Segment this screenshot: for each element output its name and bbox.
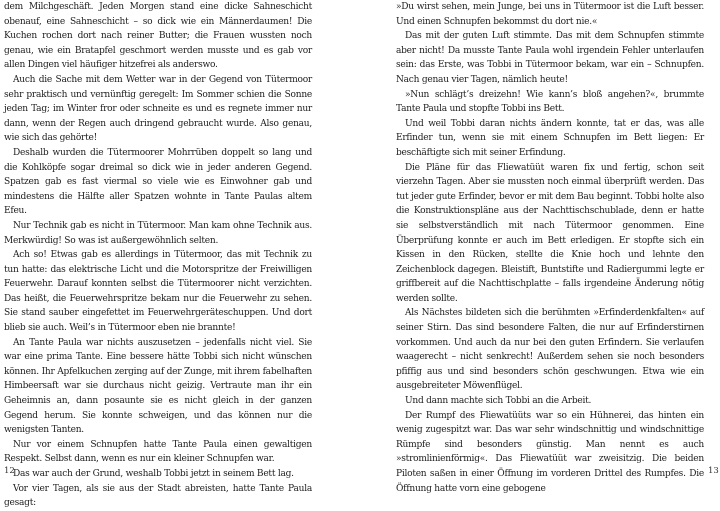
paragraph: Als Nächstes bildeten sich die berühmten »Erfinderdenkfalten« auf seiner Stirn. Das sind besondere Falten, die nur auf Erfinderstirnen vorkommen. Und auch da nur bei den guten Erfindern. Sie verlaufen waagerecht – nicht senkrecht! Außerdem sehen sie noch besonders pfiffig aus und sind besonders schön geschwungen. Etwa wie ein ausgebreiteter Möwenflügel.	[396, 308, 704, 392]
paragraph: Und dann machte sich Tobbi an die Arbeit.	[405, 396, 592, 407]
paragraph: An Tante Paula war nichts auszusetzen – jedenfalls nicht viel. Sie war eine prima Tante. Eine bessere hätte Tobbi sich nicht wünschen können. Ihr Apfelkuchen zerging auf der Zunge, mit ihrem fabelhaften Himbeersaft war sie durchaus nicht geizig. Vertraute man ihr ein Geheimnis an, dann posaunte sie es nicht gleich in der ganzen Gegend herum. Sie konnte schweigen, und das können nur die wenigsten Tanten.	[4, 337, 312, 436]
paragraph: Der Rumpf des Fliewatüüts war so ein Hühnerei, das hinten ein wenig zugespitzt war. Das war sehr windschnittig und windschnittige Rümpfe sind besonders günstig. Man nennt es auch »stromlinienförmig«. Das Fliewatüüt war zweisitzig. Die beiden Piloten saßen in einer Öffnung im vorderen Drittel des Rumpfes. Die Öffnung hatte vorn eine gebogene	[396, 410, 704, 494]
right-page	[396, 0, 704, 496]
page-number-right: 13	[708, 466, 719, 476]
paragraph: Das mit der guten Luft stimmte. Das mit dem Schnupfen stimmte aber nicht! Da musste Tante Paula wohl irgendein Fehler unterlaufen sein: das Erste, was Tobbi in Tütermoor bekam, war ein – Schnupfen. Nach genau vier Tagen, nämlich heute!	[396, 31, 704, 85]
paragraph: Auch die Sache mit dem Wetter war in der Gegend von Tütermoor sehr praktisch und vernünftig geregelt: Im Sommer schien die Sonne jeden Tag; im Winter fror oder schneite es und es regnete immer nur dann, wenn der Regen auch dringend gebraucht wurde. Also genau, wie sich das gehörte!	[4, 74, 312, 144]
paragraph: Vor vier Tagen, als sie aus der Stadt abreisten, hatte Tante Paula gesagt:	[4, 483, 312, 509]
paragraph: »Nun schlägt’s dreizehn! Wie kann’s bloß angehen?«, brummte Tante Paula und stopfte Tobbi ins Bett.	[396, 89, 704, 115]
paragraph: dem Milchgeschäft. Jeden Morgen stand eine dicke Sahneschicht obenauf, eine Sahneschicht – so dick wie ein Männerdaumen! Die Kuchen rochen dort nach reiner Butter; die Frauen wussten noch genau, wie ein Bratapfel geschmort werden musste und es gab vor allen Dingen viel häufiger hitzefrei als anderswo.	[4, 2, 312, 71]
paragraph: Die Pläne für das Fliewatüüt waren fix und fertig, schon seit vierzehn Tagen. Aber sie mussten noch einmal überprüft werden. Das tut jeder gute Erfinder, bevor er mit dem Bau beginnt. Tobbi holte also die Konstruktionspläne aus der Nachttischschublade, denn er hatte sie selbstverständlich mit nach Tütermoor genommen. Eine Überprüfung konnte er auch im Bett erledigen. Er stopfte sich ein Kissen in den Rücken, stellte die Knie hoch und lehnte den Zeichenblock dagegen. Bleistift, Buntstifte und Radiergummi legte er griffbereit auf die Nachttischplatte – falls irgendeine Änderung nötig werden sollte.	[396, 162, 704, 304]
page-number-left: 12	[4, 466, 15, 476]
paragraph: Und weil Tobbi daran nichts ändern konnte, tat er das, was alle Erfinder tun, wenn sie mit einem Schnupfen im Bett liegen: Er beschäftigte sich mit seiner Erfindung.	[396, 118, 704, 158]
left-page	[4, 0, 312, 511]
paragraph: »Du wirst sehen, mein Junge, bei uns in Tütermoor ist die Luft besser. Und einen Schnupfen bekommst du dort nie.«	[396, 2, 704, 27]
paragraph: Das war auch der Grund, weshalb Tobbi jetzt in seinem Bett lag.	[13, 469, 294, 479]
paragraph: Nur vor einem Schnupfen hatte Tante Paula einen gewaltigen Respekt. Selbst dann, wenn es nur ein kleiner Schnupfen war.	[4, 439, 312, 465]
paragraph: Deshalb wurden die Tütermoorer Mohrrüben doppelt so lang und die Kohlköpfe sogar dreimal so dick wie in jeder anderen Gegend. Spatzen gab es fast viermal so viele wie es Einwohner gab und mindestens die Hälfte aller Spatzen wohnte in Tante Paulas altem Efeu.	[4, 147, 312, 217]
paragraph: Ach so! Etwas gab es allerdings in Tütermoor, das mit Technik zu tun hatte: das elektrische Licht und die Motorspritze der Freiwilligen Feuerwehr. Darauf konnten selbst die Tütermoorer nicht verzichten. Das heißt, die Feuerwehrspritze bekam nur die Feuerwehr zu sehen. Sie stand sauber eingefettet im Feuerwehrgeräteschuppen. Und dort blieb sie auch. Weil’s in Tütermoor eben nie brannte!	[4, 250, 312, 334]
paragraph: Nur Technik gab es nicht in Tütermoor. Man kam ohne Technik aus. Merkwürdig! So was ist außergewöhnlich selten.	[4, 220, 312, 246]
